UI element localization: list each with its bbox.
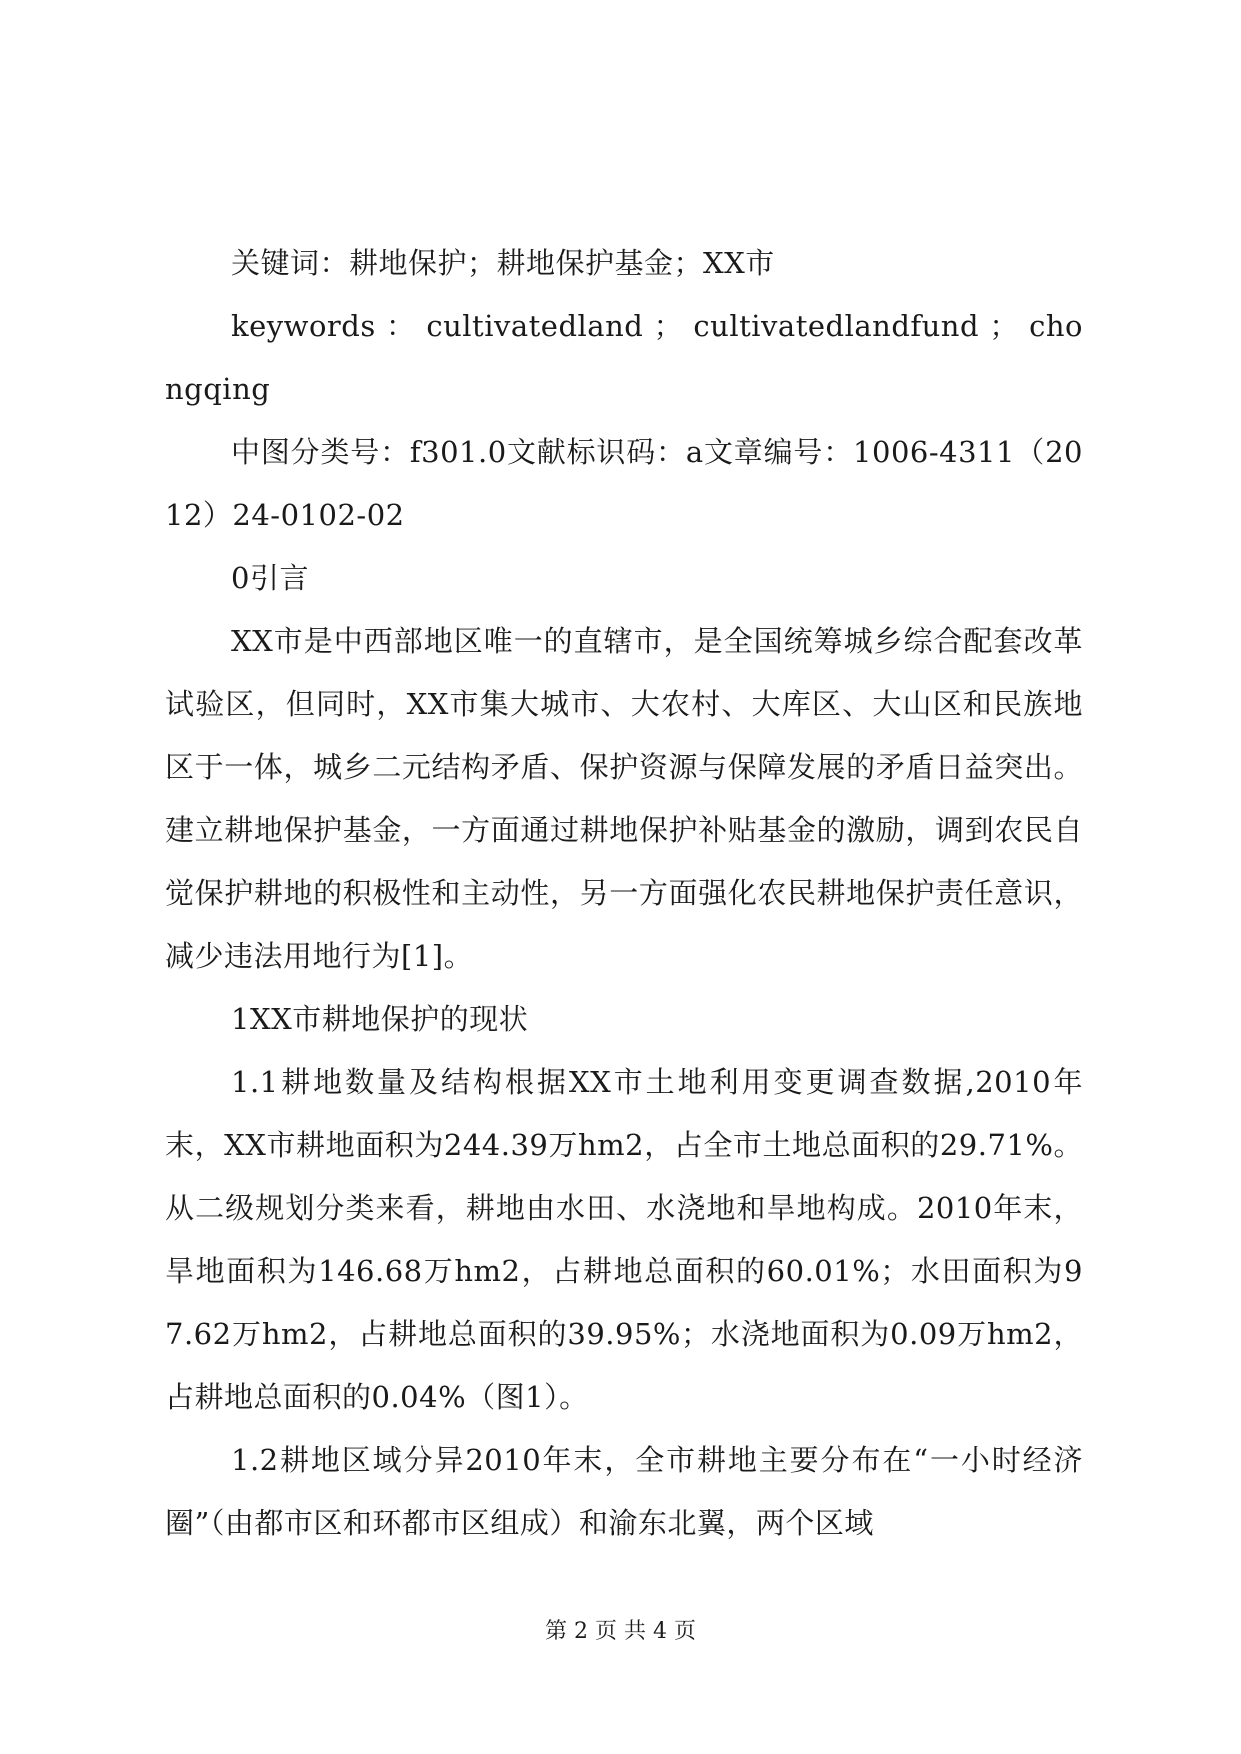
introduction-paragraph: XX市是中西部地区唯一的直辖市，是全国统筹城乡综合配套改革试验区，但同时，XX市集大城市、大农村、大库区、大山区和民族地区于一体，城乡二元结构矛盾、保护资源与保障发展的矛盾日益突出。建立耕地保护基金，一方面通过耕地保护补贴基金的激励，调到农民自觉保护耕地的积极性和主动性，另一方面强化农民耕地保护责任意识，减少违法用地行为[1]。	[165, 624, 1083, 973]
classification-paragraph: 中图分类号：f301.0文献标识码：a文章编号：1006-4311（2012）24-0102-02	[165, 435, 1083, 532]
page-footer: 第 2 页 共 4 页	[545, 1619, 696, 1644]
keywords-en-paragraph: keywords ： cultivatedland ； cultivatedlandfund ； chongqing	[165, 309, 1083, 406]
section-heading-introduction: 0引言	[231, 561, 309, 595]
section-heading-status: 1XX市耕地保护的现状	[231, 1002, 529, 1036]
keywords-cn-paragraph: 关键词：耕地保护；耕地保护基金；XX市	[231, 246, 775, 280]
document-body	[165, 232, 1083, 1555]
section-1-1-paragraph: 1.1耕地数量及结构根据XX市土地利用变更调查数据,2010年末，XX市耕地面积为244.39万hm2，占全市土地总面积的29.71%。从二级规划分类来看，耕地由水田、水浇地和旱地构成。2010年末，旱地面积为146.68万hm2，占耕地总面积的60.01%；水田面积为97.62万hm2，占耕地总面积的39.95%；水浇地面积为0.09万hm2，占耕地总面积的0.04%（图1）。	[165, 1065, 1083, 1414]
section-1-2-paragraph: 1.2耕地区域分异2010年末，全市耕地主要分布在“一小时经济圈”（由都市区和环都市区组成）和渝东北翼，两个区域	[165, 1443, 1083, 1540]
